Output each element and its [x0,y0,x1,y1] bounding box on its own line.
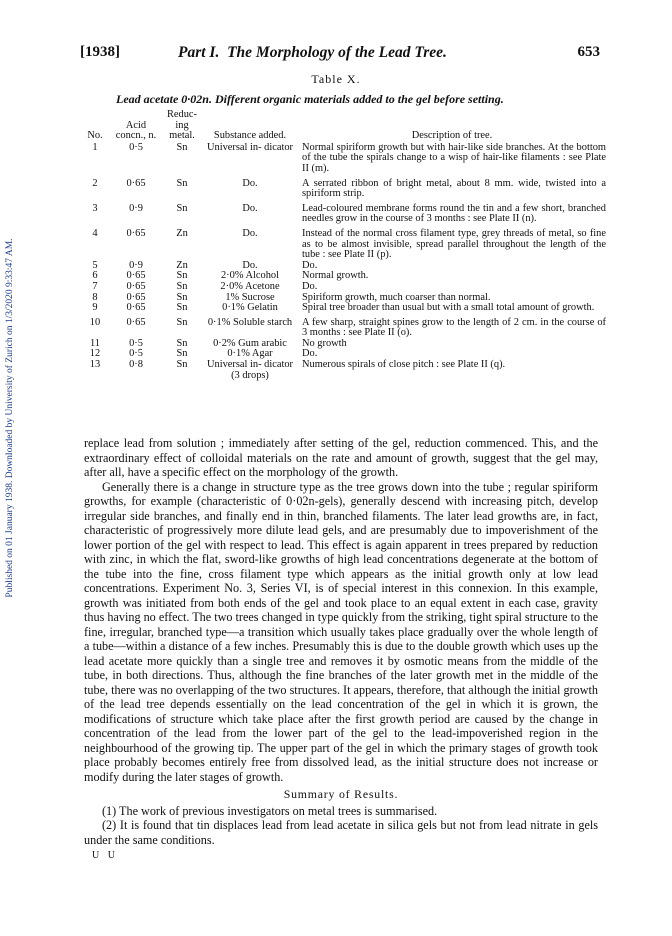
cell-description: No growth [302,337,347,349]
header-article-title: The Morphology of the Lead Tree. [227,44,447,61]
cell-acid: 0·65 [126,227,146,239]
table-caption: Lead acetate 0·02n. Different organic materials added to the gel before setting. [116,92,504,106]
cell-description: Numerous spirals of close pitch : see Plate II (q). [302,359,506,371]
cell-no: 9 [92,302,98,314]
paragraph: Generally there is a change in structure type as the tree grows down into the tube ; regular spiriform growths, for example (characteristic of 0·02n-gels), generally descend with increasing pitch, develop irregular side branches, and finally end in thin, branched filaments. The later lead growths are, in fact, characteristic of progressively more dilute lead gels, and are presumably due to impoverishment of the lower portion of the gel with respect to lead. This effect is again apparent in trees prepared by reduction with zinc, in which the flat, sword-like growths of high lead concentrations degenerate at the bottom of the tube into the fine, cross filament type which appears as the initial growth only at low lead concentrations. Experiment No. 3, Series VI, is of special interest in this connexion. In this example, growth was initiated from both ends of the gel and took place to an equal extent in each case, gravity thus having no effect. The two trees changed in type quickly from the striking, tight spiral structure to the fine, irregular, branched type—a transition which usually takes place gradually over the whole length of a tube—within a distance of a few inches. Presumably this is due to the double growth which uses up the lead acetate more quickly than a single tree and removes it by osmotic means from the middle of the tube, in both directions. Thus, although the fine branches of the later growth met in the middle of the tube, there was no overlapping of the two structures. It appears, therefore, that although the initial growth of the lead tree depends essentially on the lead concentration of the gel in which it is grown, the modifications of structure which take place after the first growth period are caused by the change in concentration of the lead from the lower part of the gel to the lead-impoverished region in the neighbourhood of the growing tip. The upper part of the gel in which the primary stages of growth took place probably becomes entirely free from dissolved lead, as the initial structure does not increase or modify during the later stages of growth. [84,479,599,784]
summary-item: (2) It is found that tin displaces lead from lead acetate in silica gels but not from lead nitrate in gels under the same conditions. [84,818,598,847]
cell-substance: 2·0% Alcohol [220,270,279,282]
cell-acid: 0·5 [129,348,143,360]
cell-no: 7 [92,280,98,292]
cell-description: A serrated ribbon of bright metal, about 8 mm. wide, twisted into a spiriform strip. [302,177,606,200]
page-number: 653 [577,44,600,60]
cell-acid: 0·9 [129,202,143,214]
running-header [80,44,600,66]
cell-acid: 0·65 [126,280,146,292]
cell-metal: Sn [176,359,188,371]
cell-metal: Sn [176,202,188,214]
cell-metal: Sn [176,280,188,292]
cell-no: 11 [89,337,100,349]
cell-acid: 0·5 [129,337,143,349]
table-row [78,360,608,381]
cell-no: 10 [89,316,101,328]
cell-substance: Universal in- dicator [207,141,293,153]
signature-mark: U U [92,850,118,861]
cell-no: 5 [92,259,98,271]
cell-substance: Do. [242,259,258,271]
cell-description: Instead of the normal cross filament type, grey threads of metal, so fine as to be almost invisible, spread parallel throughout the length of the tube : see Plate II (p). [302,227,606,261]
cell-substance: 2·0% Acetone [220,280,280,292]
column-header-acid: Acid concn., n. [115,119,157,142]
cell-no: 6 [92,270,98,282]
header-part: Part I. [178,44,220,61]
column-header-description: Description of tree. [411,130,493,142]
cell-acid: 0·8 [129,359,143,371]
table-row [78,175,608,200]
summary-item: (1) The work of previous investigators on metal trees is summarised. [102,803,438,818]
table-row [78,339,608,350]
download-watermark [3,168,16,668]
cell-metal: Zn [176,259,188,271]
cell-description: Normal spiriform growth but with hair-like side branches. At the bottom of the tube the spirals change to a wisp of hair-like filaments : see Plate II (m). [302,141,606,174]
cell-substance: 0·1% Soluble starch [207,316,293,328]
cell-description: Spiral tree broader than usual but with a small total amount of growth. [302,302,595,314]
cell-substance: 0·1% Gelatin [222,302,278,314]
cell-description: Do. [302,280,318,292]
cell-metal: Sn [176,348,188,360]
cell-substance: Do. [242,202,258,214]
cell-acid: 0·65 [126,291,146,303]
cell-acid: 0·65 [126,177,146,189]
table-row [78,225,608,261]
cell-acid: 0·9 [129,259,143,271]
cell-metal: Sn [176,337,188,349]
cell-description: A few sharp, straight spines grow to the length of 2 cm. in the course of 3 months : see Plate II (o). [302,316,606,339]
cell-substance: Do. [242,177,258,189]
table-row [78,271,608,282]
cell-metal: Zn [176,227,188,239]
cell-no: 8 [92,291,98,303]
column-header-substance: Substance added. [213,130,287,142]
cell-no: 3 [92,202,98,214]
cell-metal: Sn [176,316,188,328]
table-header-row [78,110,608,143]
cell-no: 1 [92,141,98,153]
cell-substance: Do. [242,227,258,239]
cell-metal: Sn [176,177,188,189]
cell-description: Do. [302,259,318,271]
cell-metal: Sn [176,141,188,153]
section-heading: Summary of Results. [283,787,399,801]
cell-substance: Universal in- dicator (3 drops) [207,359,293,381]
cell-metal: Sn [176,291,188,303]
cell-acid: 0·65 [126,270,146,282]
cell-description: Normal growth. [302,270,369,282]
table-row [78,282,608,293]
cell-no: 4 [92,227,98,239]
cell-acid: 0·65 [126,316,146,328]
table-title: Table X. [311,72,361,86]
header-year: [1938] [80,44,120,60]
cell-substance: 0·2% Gum arabic [213,337,287,349]
table-row [78,200,608,225]
cell-no: 13 [89,359,101,371]
cell-metal: Sn [176,270,188,282]
table-row [78,143,608,175]
cell-substance: 0·1% Agar [227,348,273,360]
cell-no: 12 [89,348,101,360]
cell-substance: 1% Sucrose [225,291,275,303]
cell-acid: 0·65 [126,302,146,314]
column-header-metal: Reduc- ing metal. [166,109,197,142]
table-row [78,314,608,339]
table-row [78,303,608,314]
cell-no: 2 [92,177,98,189]
cell-description: Spiriform growth, much coarser than normal. [302,291,491,303]
cell-acid: 0·5 [129,141,143,153]
cell-metal: Sn [176,302,188,314]
results-table [78,110,608,381]
cell-description: Do. [302,348,318,360]
cell-description: Lead-coloured membrane forms round the tin and a few short, branched needles grow in the course of 3 months : see Plate II (n). [302,202,606,225]
column-header-no: No. [87,130,103,142]
table-body [78,143,608,381]
body-text [84,436,598,847]
paragraph: replace lead from solution ; immediately after setting of the gel, reduction commenced. This, and the extraordinary effect of colloidal materials on the rate and amount of growth, suggest that the gel may, after all, have a specific effect on the morphology of the growth. [84,436,598,479]
header-title [178,44,447,62]
download-watermark-text: Published on 01 January 1938. Downloaded by University of Zurich on 1/3/2020 9:33:47 AM. [4,238,15,598]
